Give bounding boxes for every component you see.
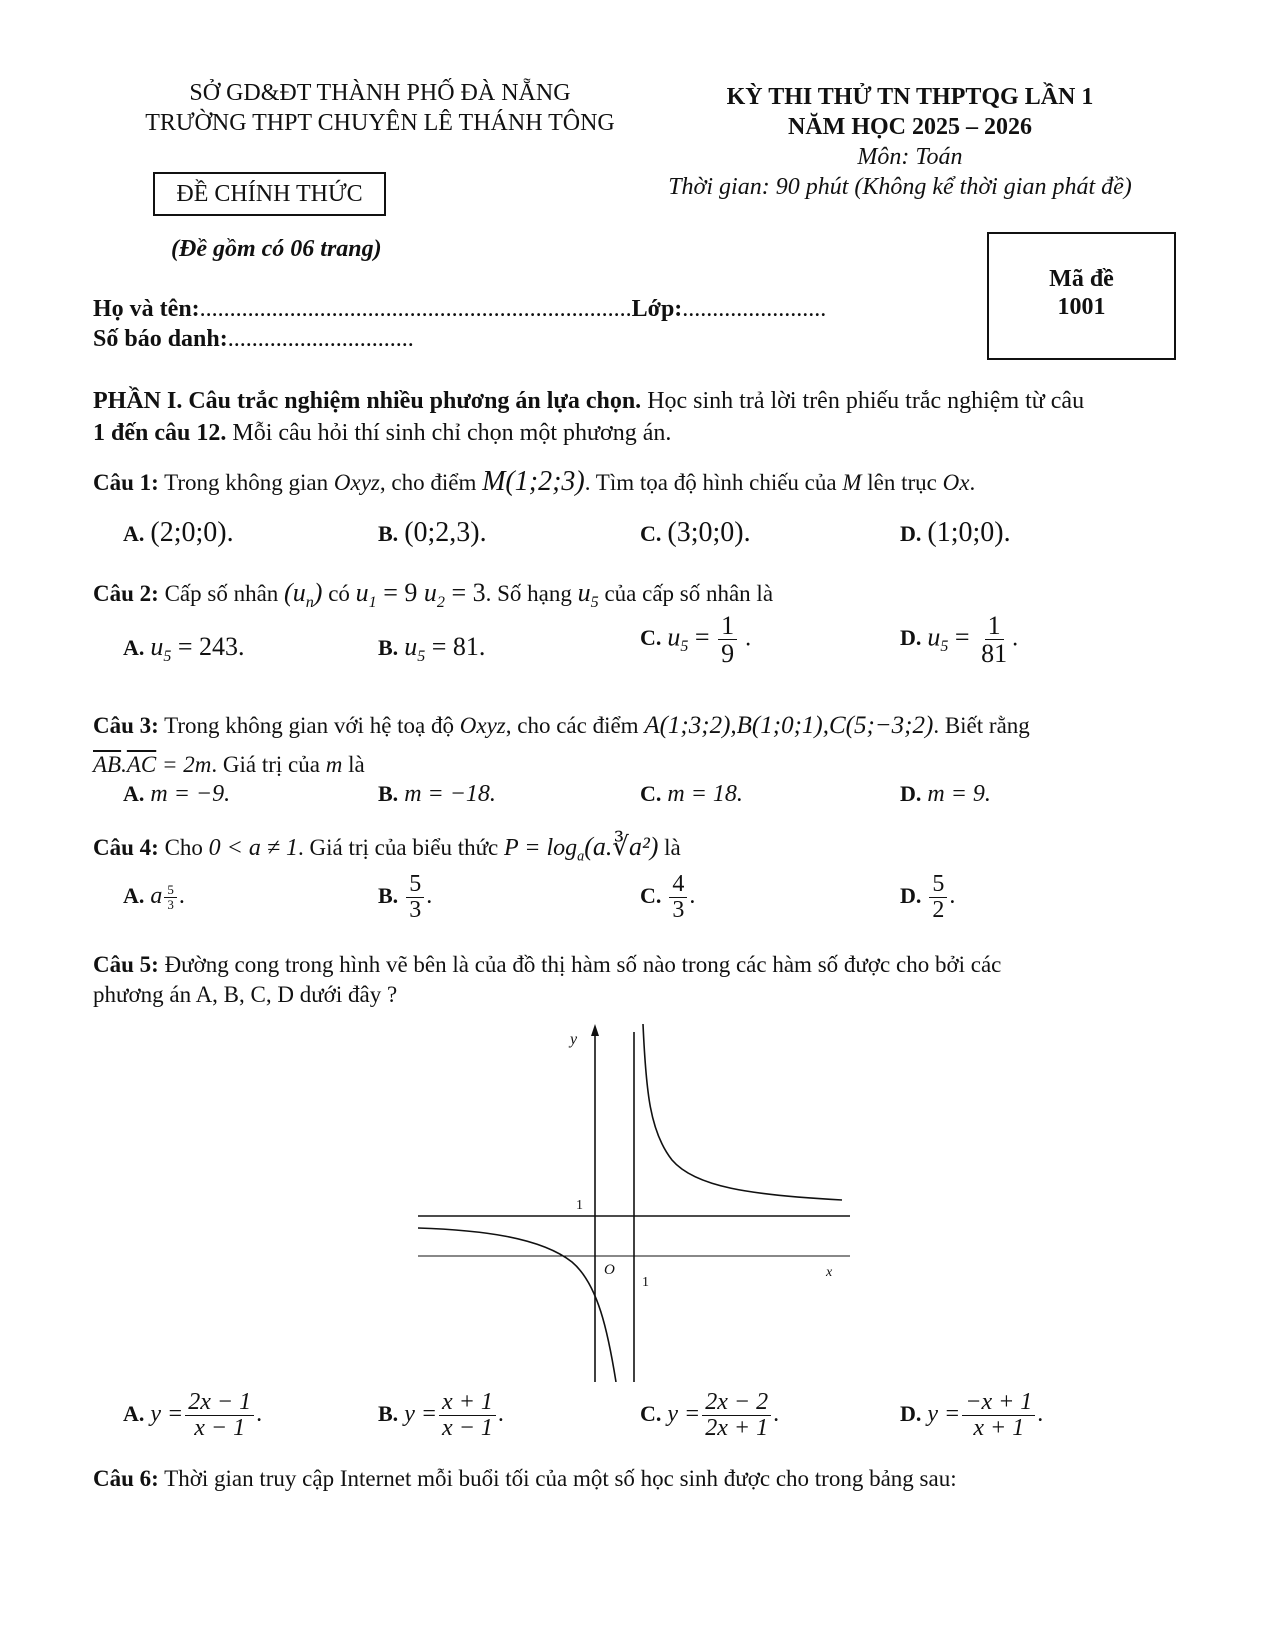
option-text: y = bbox=[667, 1401, 701, 1428]
question-3-line2 bbox=[93, 752, 365, 778]
question-text: Trong không gian bbox=[158, 470, 334, 495]
x-axis-label: x bbox=[826, 1265, 833, 1280]
candidate-id-dots: ............................... bbox=[227, 326, 414, 352]
option-label: C. bbox=[640, 521, 662, 546]
option-text: a bbox=[150, 883, 163, 909]
math-term: = 3 bbox=[444, 578, 486, 607]
subject: Môn: Toán bbox=[857, 144, 963, 170]
official-box bbox=[153, 172, 386, 216]
candidate-id-line bbox=[93, 326, 414, 353]
option-text: m = −18. bbox=[404, 781, 496, 807]
option-text: m = −9. bbox=[150, 781, 231, 807]
option-label: B. bbox=[378, 521, 399, 546]
option-label: D. bbox=[900, 1401, 922, 1427]
question-text: là bbox=[658, 835, 681, 860]
vector-ac: $\overline{AC}$ bbox=[126, 752, 157, 777]
exam-code-label: Mã đề bbox=[1049, 266, 1114, 292]
question-1 bbox=[93, 466, 975, 498]
question-6 bbox=[93, 1466, 957, 1492]
option-text: 5 bbox=[417, 647, 426, 665]
q4-option-c[interactable] bbox=[640, 872, 695, 923]
school-year: NĂM HỌC 2025 – 2026 bbox=[788, 114, 1032, 140]
y-tick-one: 1 bbox=[576, 1198, 583, 1213]
question-number: Câu 4: bbox=[93, 835, 159, 860]
question-text: lên trục bbox=[861, 470, 943, 495]
math-term: a bbox=[577, 848, 585, 865]
math-term: Oxyz bbox=[333, 470, 380, 495]
student-name-line bbox=[93, 296, 826, 323]
option-label: A. bbox=[123, 521, 145, 546]
fraction: $\frac{5}{2}$ bbox=[929, 872, 947, 923]
option-text: y = bbox=[927, 1401, 961, 1428]
fraction: $\frac{4}{3}$ bbox=[669, 872, 687, 923]
option-label: A. bbox=[123, 781, 145, 806]
question-2 bbox=[93, 578, 773, 612]
q5-option-d[interactable] bbox=[900, 1390, 1043, 1441]
option-text: y = bbox=[404, 1401, 438, 1428]
question-text: . Biết rằng bbox=[933, 713, 1030, 738]
option-text: . bbox=[773, 1401, 780, 1428]
question-text: , cho các điểm bbox=[505, 713, 645, 738]
option-text: 5 bbox=[680, 638, 689, 656]
option-label: B. bbox=[378, 781, 399, 806]
x-tick-one: 1 bbox=[642, 1275, 649, 1290]
y-axis-label: y bbox=[570, 1031, 578, 1048]
function-graph bbox=[410, 1012, 850, 1382]
origin-label: O bbox=[604, 1262, 615, 1278]
q5-option-b[interactable] bbox=[378, 1390, 504, 1441]
option-text: u bbox=[150, 632, 164, 661]
option-text: (0;2,3). bbox=[404, 517, 487, 548]
q4-option-d[interactable] bbox=[900, 872, 955, 923]
math-term: Ox bbox=[942, 470, 970, 495]
option-label: D. bbox=[900, 521, 922, 546]
question-3 bbox=[93, 712, 1030, 740]
curve-right-branch bbox=[643, 1024, 842, 1200]
part1-range: 1 đến câu 12. bbox=[93, 420, 227, 446]
math-term: $u_2$ bbox=[423, 578, 445, 612]
question-number: Câu 6: bbox=[93, 1466, 159, 1491]
q3-option-b[interactable] bbox=[378, 781, 496, 808]
question-text: có bbox=[322, 581, 356, 606]
candidate-id-label: Số báo danh: bbox=[93, 326, 228, 352]
fraction: $\frac{5}{3}$ bbox=[406, 872, 424, 923]
option-text: . bbox=[739, 625, 752, 652]
curve-left-branch bbox=[418, 1228, 616, 1382]
option-text: 5 bbox=[940, 638, 949, 656]
exam-title: KỲ THI THỬ TN THPTQG LẦN 1 bbox=[726, 84, 1094, 110]
option-text: = 81. bbox=[425, 632, 486, 661]
question-text: phương án A, B, C, D dưới đây ? bbox=[93, 982, 398, 1007]
question-text: . Giá trị của bbox=[211, 752, 326, 777]
class-dots: ........................ bbox=[682, 296, 827, 322]
option-text: . bbox=[497, 1401, 504, 1428]
q1-option-d[interactable] bbox=[900, 517, 1011, 549]
q2-option-d[interactable]: D. $u_5$ = $\frac{1}{81}$ . bbox=[900, 611, 1019, 669]
fraction: $\frac{x + 1}{x - 1}$ bbox=[439, 1390, 496, 1441]
question-5-line2 bbox=[93, 982, 397, 1008]
option-text: . bbox=[1037, 1401, 1044, 1428]
option-label: C. bbox=[640, 883, 662, 909]
question-number: Câu 1: bbox=[93, 470, 159, 495]
math-term: A(1;3;2),B(1;0;1),C(5;−3;2) bbox=[644, 712, 934, 739]
math-term: $u_1$ bbox=[355, 578, 377, 612]
option-label: B. bbox=[378, 1401, 399, 1427]
option-label: B. bbox=[378, 883, 399, 909]
option-label: D. bbox=[900, 883, 922, 909]
fraction: $\frac{-x + 1}{x + 1}$ bbox=[962, 1390, 1035, 1441]
q1-option-b[interactable] bbox=[378, 517, 487, 549]
math-term: . bbox=[121, 752, 127, 777]
question-text: Cho bbox=[158, 835, 209, 860]
question-number: Câu 2: bbox=[93, 581, 159, 606]
option-text: (3;0;0). bbox=[667, 517, 751, 548]
question-text: , cho điểm bbox=[379, 470, 483, 495]
question-text: của cấp số nhân là bbox=[598, 581, 774, 606]
math-term: M(1;2;3) bbox=[482, 466, 585, 497]
y-axis-arrow bbox=[591, 1024, 599, 1036]
option-label: C. bbox=[640, 625, 662, 651]
option-label: A. bbox=[123, 635, 145, 660]
option-label: A. bbox=[123, 1401, 145, 1427]
q5-option-a[interactable] bbox=[123, 1390, 262, 1441]
school-name: TRƯỜNG THPT CHUYÊN LÊ THÁNH TÔNG bbox=[145, 110, 615, 136]
option-text: (1;0;0). bbox=[927, 517, 1011, 548]
option-text: u bbox=[667, 622, 681, 652]
page-count: (Đề gồm có 06 trang) bbox=[171, 236, 382, 262]
question-text: . Số hạng bbox=[485, 581, 578, 606]
vector-ab: $\overline{AB}$ bbox=[93, 752, 122, 777]
option-label: C. bbox=[640, 781, 662, 806]
option-label: A. bbox=[123, 883, 145, 908]
option-text: u bbox=[927, 622, 941, 652]
q1-option-a[interactable] bbox=[123, 517, 234, 549]
question-5 bbox=[93, 952, 1001, 978]
student-name-label: Họ và tên: bbox=[93, 296, 200, 322]
math-term: $u_5$ bbox=[577, 578, 599, 612]
option-text: m = 9. bbox=[927, 781, 991, 807]
option-label: C. bbox=[640, 1401, 662, 1427]
option-text: . bbox=[689, 883, 696, 910]
fraction: $\frac{2x - 2}{2x + 1}$ bbox=[702, 1390, 771, 1441]
question-text: Trong không gian với hệ toạ độ bbox=[158, 713, 460, 738]
math-term: (a.∛a²) bbox=[584, 832, 659, 861]
part1-title: PHẦN I. Câu trắc nghiệm nhiều phương án lựa chọn. bbox=[93, 388, 642, 414]
math-term: 0 < a ≠ 1 bbox=[208, 835, 299, 861]
option-text: y = bbox=[150, 1401, 184, 1428]
option-label: D. bbox=[900, 625, 922, 651]
question-text: Cấp số nhân bbox=[158, 581, 285, 606]
official-label: ĐỀ CHÍNH THỨC bbox=[176, 181, 363, 207]
math-term: P = log bbox=[504, 835, 578, 861]
exam-duration: Thời gian: 90 phút (Không kể thời gian phát đề) bbox=[668, 174, 1132, 200]
question-text: . Tìm tọa độ hình chiếu của bbox=[584, 470, 843, 495]
q3-option-c[interactable] bbox=[640, 781, 743, 808]
option-text: . bbox=[178, 883, 185, 909]
math-term: Oxyz bbox=[459, 713, 506, 738]
question-number: Câu 3: bbox=[93, 713, 159, 738]
q5-option-c[interactable] bbox=[640, 1390, 779, 1441]
option-text: . bbox=[426, 883, 433, 910]
option-text: 5 bbox=[163, 647, 172, 665]
question-number: Câu 5: bbox=[93, 952, 159, 977]
fraction: 5 3 bbox=[164, 883, 177, 911]
option-text: . bbox=[256, 1401, 263, 1428]
q3-option-a[interactable] bbox=[123, 781, 230, 808]
fraction: $\frac{1}{9}$ bbox=[718, 612, 737, 668]
option-text: u bbox=[404, 632, 418, 661]
question-text: Thời gian truy cập Internet mỗi buổi tối của một số học sinh được cho trong bảng sau: bbox=[158, 1466, 957, 1491]
option-text: (2;0;0). bbox=[150, 517, 234, 548]
part1-heading bbox=[93, 388, 1084, 415]
option-text: . bbox=[949, 883, 956, 910]
part1-heading-line2 bbox=[93, 420, 671, 447]
question-text: là bbox=[342, 752, 365, 777]
math-term: $(u_n)$ bbox=[284, 578, 323, 612]
option-text: m = 18. bbox=[667, 781, 743, 807]
exam-code-box bbox=[987, 232, 1176, 360]
part1-instruction-2: Mỗi câu hỏi thí sinh chỉ chọn một phương án. bbox=[226, 420, 672, 446]
q4-option-b[interactable] bbox=[378, 872, 432, 923]
option-text: . bbox=[1012, 625, 1019, 652]
math-term: = 9 bbox=[376, 578, 424, 607]
fraction: $\frac{2x - 1}{x - 1}$ bbox=[185, 1390, 254, 1441]
math-term: m bbox=[325, 752, 343, 777]
math-term: = 2m bbox=[156, 752, 212, 777]
question-text: . bbox=[969, 470, 976, 495]
option-label: B. bbox=[378, 635, 399, 660]
question-text: . Giá trị của biểu thức bbox=[298, 835, 505, 860]
q2-option-a[interactable] bbox=[123, 632, 245, 666]
fraction: $\frac{1}{81}$ bbox=[981, 611, 1008, 669]
option-text: = 243. bbox=[171, 632, 245, 661]
q3-option-d[interactable] bbox=[900, 781, 991, 808]
exam-code-value: 1001 bbox=[1057, 294, 1106, 320]
student-name-dots: ........................................................................ bbox=[199, 296, 632, 322]
department-name: SỞ GD&ĐT THÀNH PHỐ ĐÀ NẴNG bbox=[189, 80, 571, 106]
question-4 bbox=[93, 832, 681, 866]
option-label: D. bbox=[900, 781, 922, 806]
class-label: Lớp: bbox=[631, 296, 683, 322]
question-text: Đường cong trong hình vẽ bên là của đồ thị hàm số nào trong các hàm số được cho bởi các bbox=[158, 952, 1002, 977]
q2-option-b[interactable] bbox=[378, 632, 485, 666]
q4-option-a[interactable] bbox=[123, 883, 185, 911]
q1-option-c[interactable] bbox=[640, 517, 751, 549]
math-term: M bbox=[842, 470, 862, 495]
part1-instruction-1: Học sinh trả lời trên phiếu trắc nghiệm từ câu bbox=[641, 388, 1085, 414]
q2-option-c[interactable]: C. $u_5$ = $\frac{1}{9}$ . bbox=[640, 611, 752, 669]
